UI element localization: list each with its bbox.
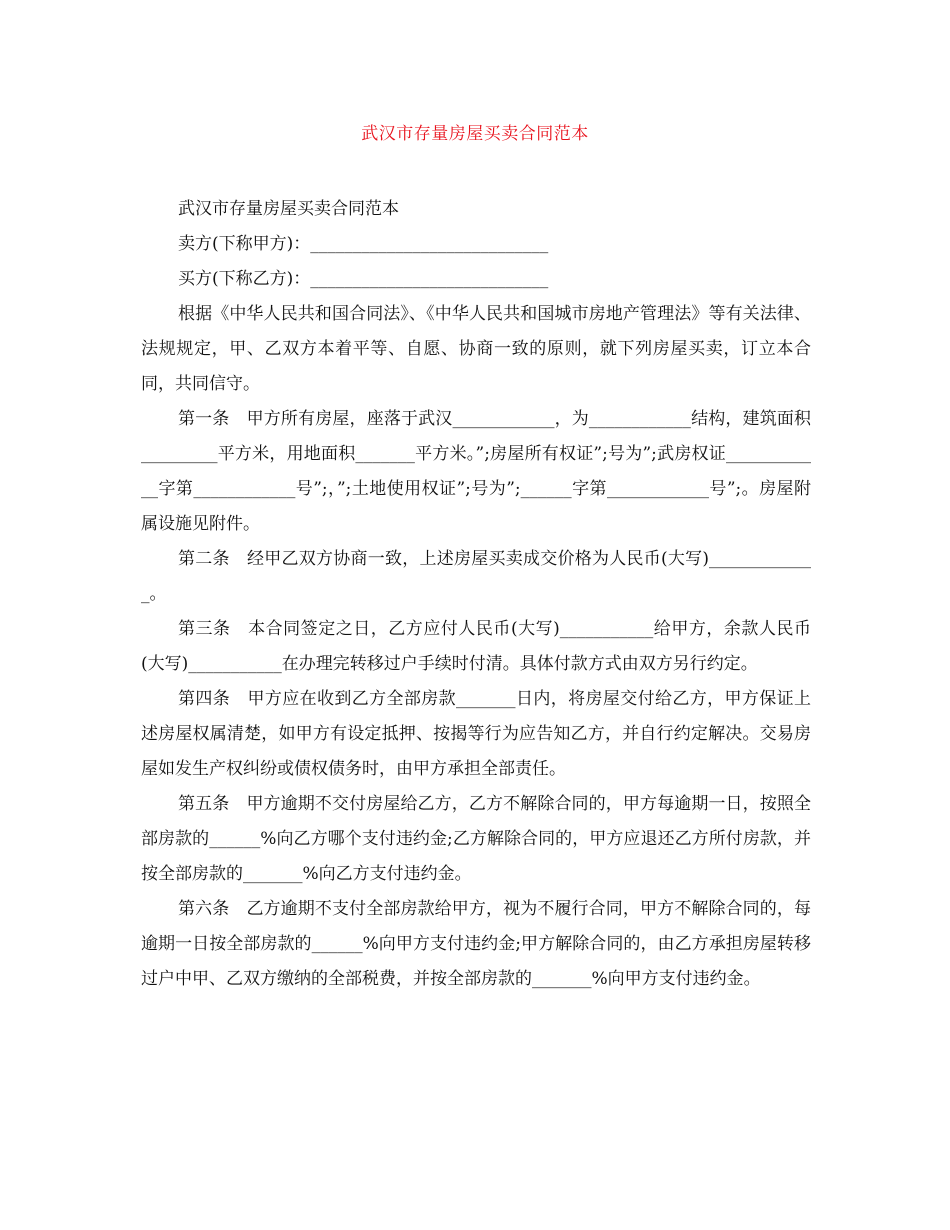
seller-line: 卖方(下称甲方)：____________________________	[178, 234, 549, 254]
buyer-line: 买方(下称乙方)：____________________________	[178, 269, 549, 289]
article-6: 第六条 乙方逾期不支付全部房款给甲方，视为不履行合同，甲方不解除合同的，每逾期一日按全部房款的______%向甲方支付违约金;甲方解除合同的，由乙方承担房屋转移过户中甲、乙双方缴纳的全部税费，并按全部房款的_______%向甲方支付违约金。	[141, 899, 811, 989]
document-body	[141, 192, 811, 997]
contract-heading: 武汉市存量房屋买卖合同范本	[178, 199, 399, 219]
article-5: 第五条 甲方逾期不交付房屋给乙方，乙方不解除合同的，甲方每逾期一日，按照全部房款的______%向乙方哪个支付违约金;乙方解除合同的，甲方应退还乙方所付房款，并按全部房款的_______%向乙方支付违约金。	[141, 794, 811, 884]
preamble-paragraph: 根据《中华人民共和国合同法》、《中华人民共和国城市房地产管理法》等有关法律、法规规定，甲、乙双方本着平等、自愿、协商一致的原则，就下列房屋买卖，订立本合同，共同信守。	[141, 304, 811, 394]
article-3: 第三条 本合同签定之日，乙方应付人民币(大写)___________给甲方，余款人民币(大写)___________在办理完转移过户手续时付清。具体付款方式由双方另行约定。	[141, 619, 811, 674]
article-2: 第二条 经甲乙双方协商一致，上述房屋买卖成交价格为人民币(大写)_____________。	[141, 549, 811, 604]
article-1: 第一条 甲方所有房屋，座落于武汉____________，为____________结构，建筑面积_________平方米，用地面积_______平方米。”;房屋所有权证”;号为”;武房权证____________字第____________号”;，”;土地使用权证”;号为”;______字第____________号”;。房屋附属设施见附件。	[141, 409, 811, 534]
article-4: 第四条 甲方应在收到乙方全部房款_______日内，将房屋交付给乙方，甲方保证上述房屋权属清楚，如甲方有设定抵押、按揭等行为应告知乙方，并自行约定解决。交易房屋如发生产权纠纷或债权债务时，由甲方承担全部责任。	[141, 689, 811, 779]
document-title: 武汉市存量房屋买卖合同范本	[361, 124, 589, 144]
